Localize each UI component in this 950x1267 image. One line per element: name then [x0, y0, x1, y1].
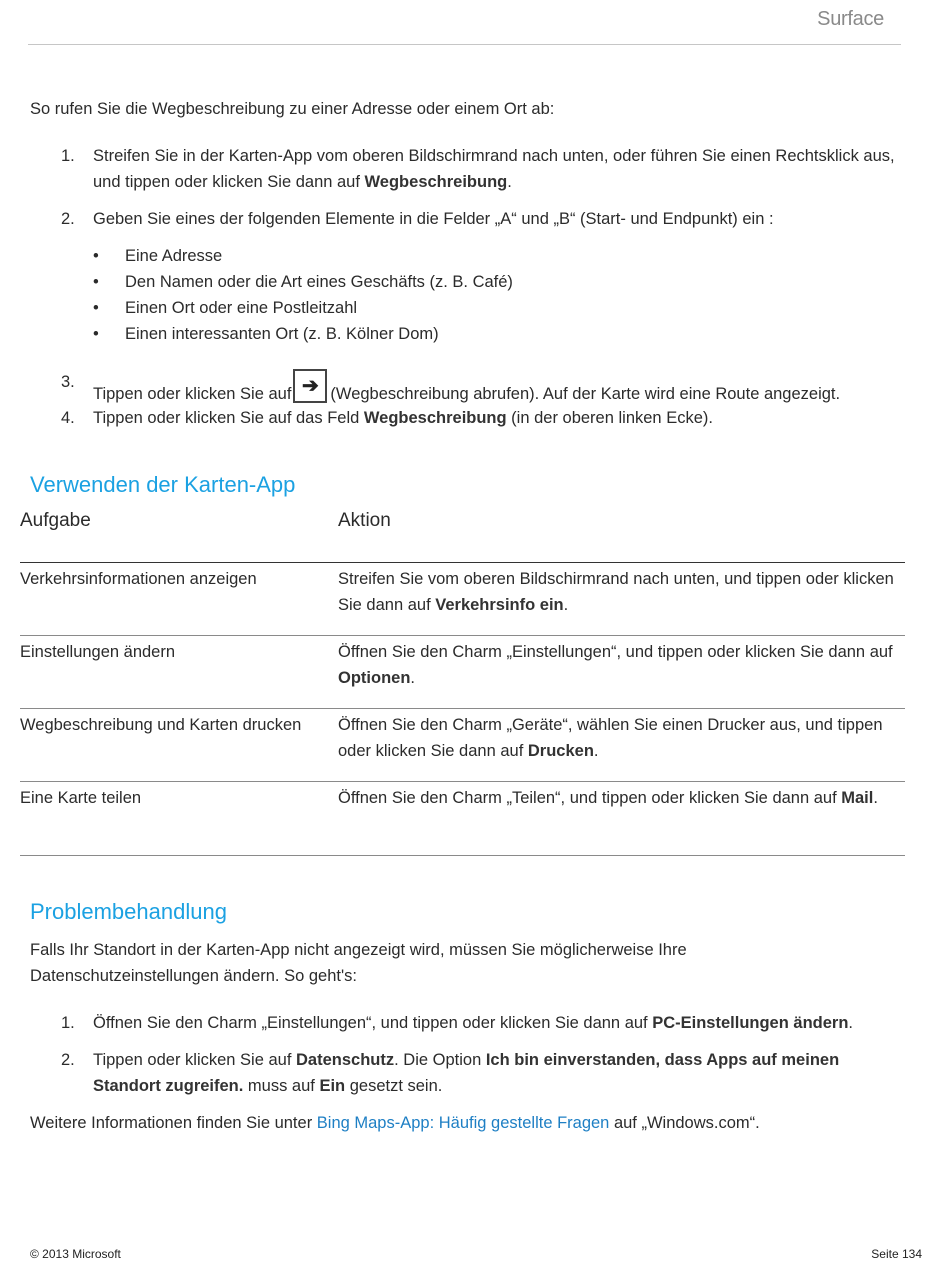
step-text: Streifen Sie in der Karten-App vom oberen Bildschirmrand nach unten, oder führen Sie einen Rechtsklick aus, und tippen oder klicken Sie dann auf Wegbeschreibung.	[93, 147, 895, 191]
bullet-text: Einen interessanten Ort (z. B. Kölner Dom)	[125, 325, 439, 343]
step-number: 4.	[61, 409, 75, 427]
step-text: Tippen oder klicken Sie auf Datenschutz. Die Option Ich bin einverstanden, dass Apps auf meinen Standort zugreifen. muss auf Ein gesetzt sein.	[93, 1051, 840, 1095]
more-info-text: auf „Windows.com“.	[609, 1114, 760, 1132]
step-number: 3.	[61, 373, 75, 391]
table-rule	[20, 708, 905, 709]
bullet-text: Den Namen oder die Art eines Geschäfts (z. B. Café)	[125, 273, 513, 291]
more-info	[30, 1110, 760, 1136]
bullet-text: Eine Adresse	[125, 247, 223, 265]
step-text: Tippen oder klicken Sie auf ➔ (Wegbeschreibung abrufen). Auf der Karte wird eine Route angezeigt.	[93, 369, 903, 407]
bullet-icon: •	[93, 273, 99, 291]
column-header-action: Aktion	[338, 510, 391, 531]
intro-text: So rufen Sie die Wegbeschreibung zu einer Adresse oder einem Ort ab:	[30, 100, 555, 118]
table-bottom-rule	[20, 855, 905, 856]
bullet-icon: •	[93, 325, 99, 343]
bullet-icon: •	[93, 299, 99, 317]
faq-link[interactable]: Bing Maps-App: Häufig gestellte Fragen	[316, 1114, 610, 1132]
table-rule	[20, 781, 905, 782]
step-text: Geben Sie eines der folgenden Elemente in die Felder „A“ und „B“ (Start- und Endpunkt) ein :	[93, 210, 774, 228]
brand-logo: Surface	[817, 8, 884, 30]
copyright: © 2013 Microsoft	[30, 1247, 121, 1261]
column-header-task: Aufgabe	[20, 510, 91, 531]
section-heading: Problembehandlung	[30, 899, 227, 924]
table-cell-task: Einstellungen ändern	[20, 643, 176, 661]
step-number: 2.	[61, 1051, 75, 1069]
table-cell-task: Wegbeschreibung und Karten drucken	[20, 716, 302, 734]
table-rule	[20, 635, 905, 636]
table-cell-task: Verkehrsinformationen anzeigen	[20, 570, 257, 588]
table-cell-action: Öffnen Sie den Charm „Teilen“, und tippen oder klicken Sie dann auf Mail.	[338, 789, 878, 807]
step-number: 1.	[61, 147, 75, 165]
table-cell-action: Öffnen Sie den Charm „Einstellungen“, und tippen oder klicken Sie dann auf Optionen.	[338, 643, 893, 687]
arrow-right-icon: ➔	[293, 369, 327, 403]
step-number: 1.	[61, 1014, 75, 1032]
header-rule	[28, 44, 901, 45]
paragraph: Falls Ihr Standort in der Karten-App nicht angezeigt wird, müssen Sie möglicherweise Ihre Datenschutzeinstellungen ändern. So geht's:	[30, 941, 687, 985]
page-number: Seite 134	[871, 1247, 922, 1261]
bullet-text: Einen Ort oder eine Postleitzahl	[125, 299, 358, 317]
bullet-icon: •	[93, 247, 99, 265]
more-info-text: Weitere Informationen finden Sie unter	[30, 1114, 317, 1132]
table-cell-action: Streifen Sie vom oberen Bildschirmrand nach unten, und tippen oder klicken Sie dann auf Verkehrsinfo ein.	[338, 570, 894, 614]
step-text: Tippen oder klicken Sie auf das Feld Wegbeschreibung (in der oberen linken Ecke).	[93, 409, 713, 427]
step-number: 2.	[61, 210, 75, 228]
step-text: Öffnen Sie den Charm „Einstellungen“, und tippen oder klicken Sie dann auf PC-Einstellungen ändern.	[93, 1014, 853, 1032]
table-cell-task: Eine Karte teilen	[20, 789, 142, 807]
table-cell-action: Öffnen Sie den Charm „Geräte“, wählen Sie einen Drucker aus, und tippen oder klicken Sie dann auf Drucken.	[338, 716, 883, 760]
table-header-rule	[20, 562, 905, 563]
section-heading: Verwenden der Karten-App	[30, 472, 296, 497]
